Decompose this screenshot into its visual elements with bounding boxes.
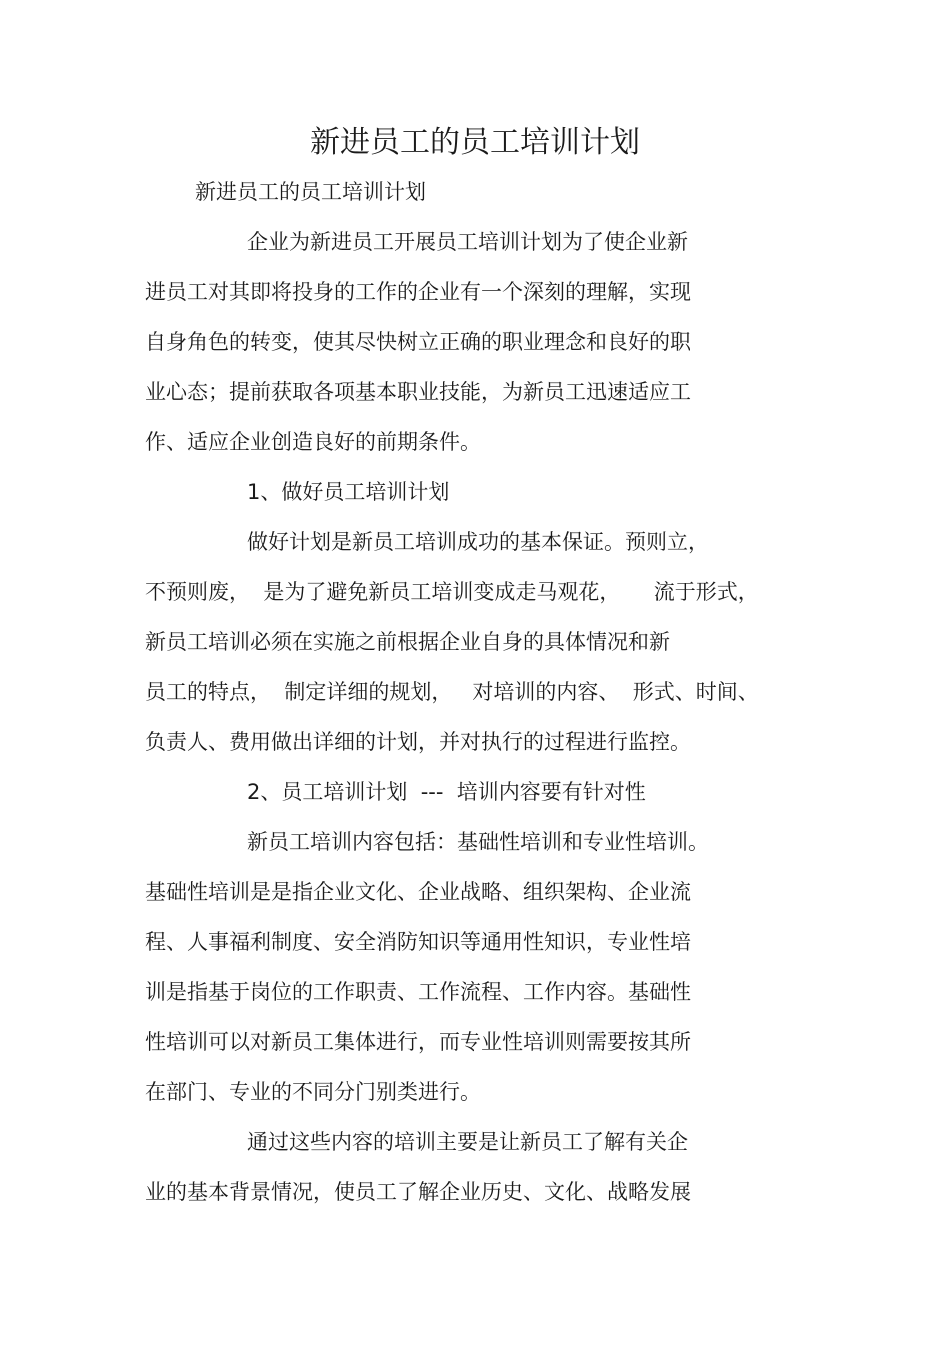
- paragraph-line: 程、人事福利制度、安全消防知识等通用性知识，专业性培: [145, 930, 691, 954]
- paragraph-line: 通过这些内容的培训主要是让新员工了解有关企: [247, 1130, 688, 1154]
- paragraph-line: 新员工培训内容包括：基础性培训和专业性培训。: [247, 830, 709, 854]
- paragraph-line: 作、适应企业创造良好的前期条件。: [145, 430, 481, 454]
- paragraph-line: 基础性培训是是指企业文化、企业战略、组织架构、企业流: [145, 880, 691, 904]
- paragraph-line: 不预则废， 是为了避免新员工培训变成走马观花， 流于形式，: [145, 580, 759, 604]
- paragraph-line: 企业为新进员工开展员工培训计划为了使企业新: [247, 230, 688, 254]
- paragraph-line: 进员工对其即将投身的工作的企业有一个深刻的理解，实现: [145, 280, 691, 304]
- paragraph-line: 业的基本背景情况，使员工了解企业历史、文化、战略发展: [145, 1180, 691, 1204]
- paragraph-line: 做好计划是新员工培训成功的基本保证。预则立，: [247, 530, 709, 554]
- paragraph-line: 新员工培训必须在实施之前根据企业自身的具体情况和新: [145, 630, 670, 654]
- paragraph-line: 业心态；提前获取各项基本职业技能，为新员工迅速适应工: [145, 380, 691, 404]
- paragraph-line: 负责人、费用做出详细的计划，并对执行的过程进行监控。: [145, 730, 691, 754]
- paragraph-line: 在部门、专业的不同分门别类进行。: [145, 1080, 481, 1104]
- paragraph-line: 员工的特点， 制定详细的规划， 对培训的内容、 形式、时间、: [145, 680, 759, 704]
- paragraph-line: 性培训可以对新员工集体进行，而专业性培训则需要按其所: [145, 1030, 691, 1054]
- paragraph-line: 训是指基于岗位的工作职责、工作流程、工作内容。基础性: [145, 980, 691, 1004]
- section-heading: 1、做好员工培训计划: [247, 480, 450, 504]
- section-heading: 2、员工培训计划 --- 培训内容要有针对性: [247, 780, 646, 804]
- document-subtitle: 新进员工的员工培训计划: [195, 180, 426, 204]
- paragraph-line: 自身角色的转变，使其尽快树立正确的职业理念和良好的职: [145, 330, 691, 354]
- document-title: 新进员工的员工培训计划: [310, 125, 640, 160]
